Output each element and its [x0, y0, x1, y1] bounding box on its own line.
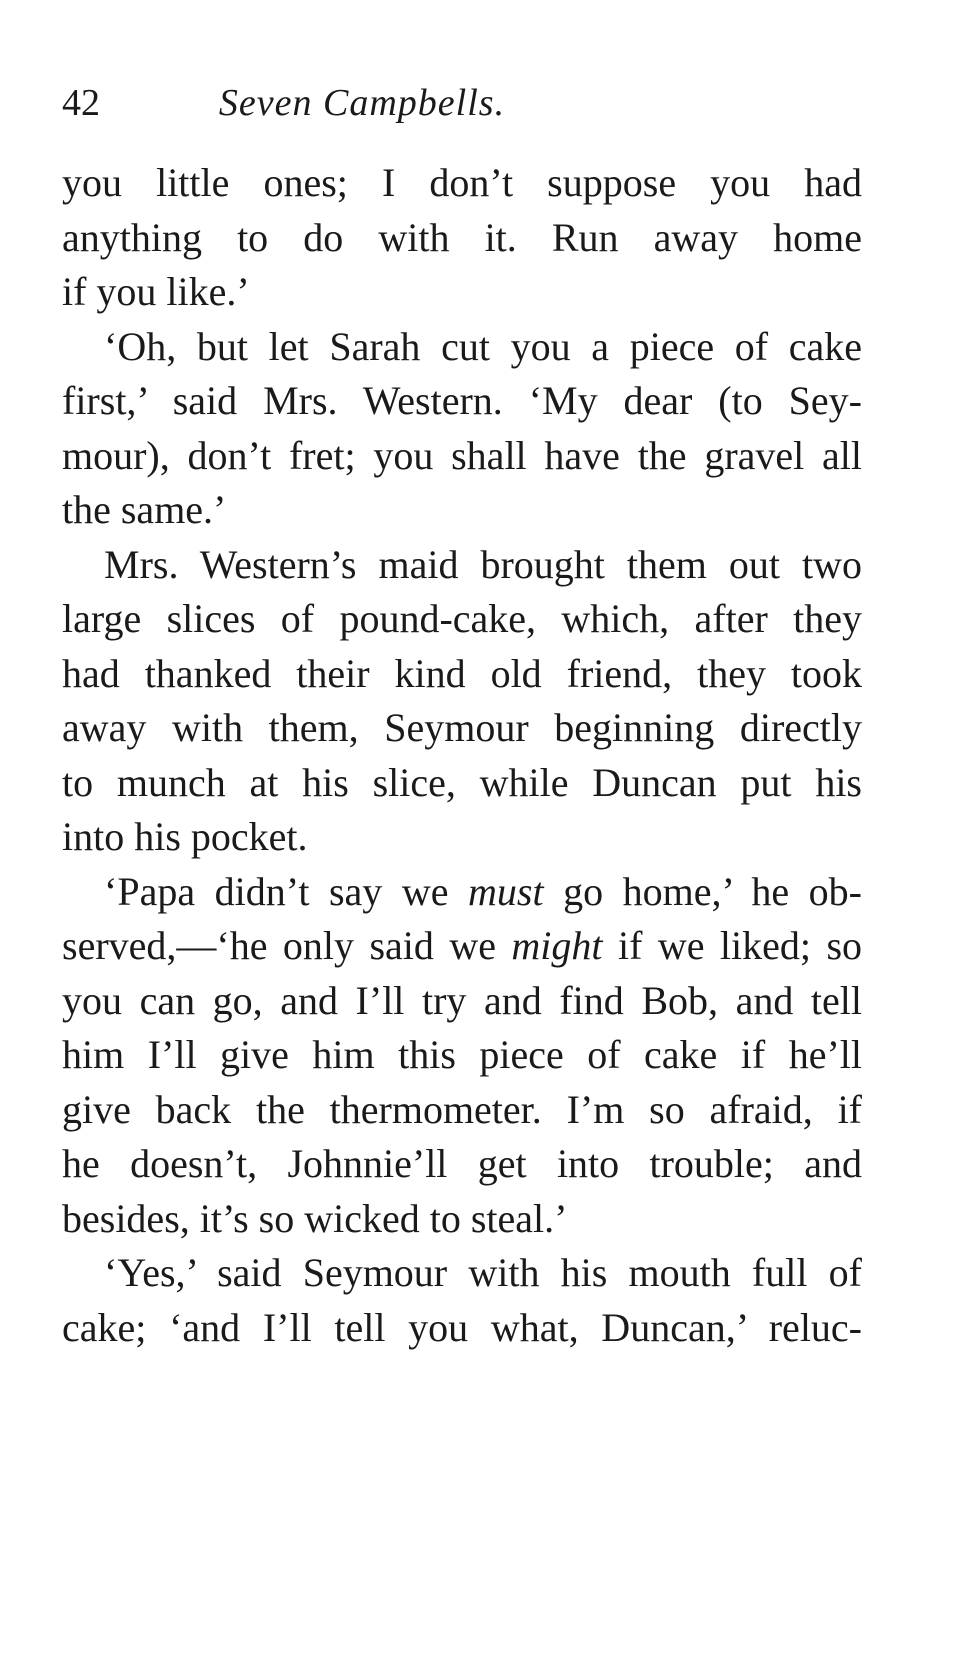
text-line: besides, it’s so wicked to steal.’ — [62, 1195, 568, 1241]
text-line: if you like.’ — [62, 269, 250, 314]
paragraph — [62, 538, 862, 865]
text-line: the same.’ — [62, 487, 227, 532]
text-line: ‘Oh, but let Sarah cut you a piece of cake — [104, 323, 862, 369]
running-head — [62, 78, 862, 128]
paragraph — [62, 1246, 862, 1355]
text-line: large slices of pound-cake, which, after they — [62, 596, 862, 641]
body-text — [62, 156, 862, 1355]
text-line: served,—‘he only said we might if we liked; so — [62, 923, 863, 968]
text-line: you can go, and I’ll try and find Bob, and tell — [62, 977, 862, 1023]
text-line: cake; ‘and I’ll tell you what, Duncan,’ reluc- — [62, 1304, 862, 1350]
text-line: to munch at his slice, while Duncan put his — [62, 759, 862, 805]
paragraph — [62, 320, 862, 538]
text-line: you little ones; I don’t suppose you had — [62, 160, 862, 205]
running-title: Seven Campbells. — [218, 82, 506, 124]
text-line: ‘Papa didn’t say we must go home,’ he ob- — [104, 868, 863, 914]
paragraph — [62, 156, 862, 320]
text-line: him I’ll give him this piece of cake if he’ll — [62, 1032, 862, 1077]
text-line: anything to do with it. Run away home — [62, 214, 862, 260]
text-line: away with them, Seymour beginning directly — [62, 705, 862, 750]
page-number: 42 — [62, 82, 100, 124]
text-line: first,’ said Mrs. Western. ‘My dear (to Sey- — [62, 378, 862, 423]
paragraph — [62, 865, 862, 1247]
text-line: had thanked their kind old friend, they took — [62, 650, 862, 696]
text-line: give back the thermometer. I’m so afraid, if — [62, 1086, 862, 1132]
text-line: into his pocket. — [62, 814, 308, 859]
text-line: ‘Yes,’ said Seymour with his mouth full of — [104, 1250, 862, 1295]
text-line: mour), don’t fret; you shall have the gravel all — [62, 432, 862, 478]
text-line: he doesn’t, Johnnie’ll get into trouble; and — [62, 1141, 862, 1186]
text-line: Mrs. Western’s maid brought them out two — [104, 541, 862, 587]
